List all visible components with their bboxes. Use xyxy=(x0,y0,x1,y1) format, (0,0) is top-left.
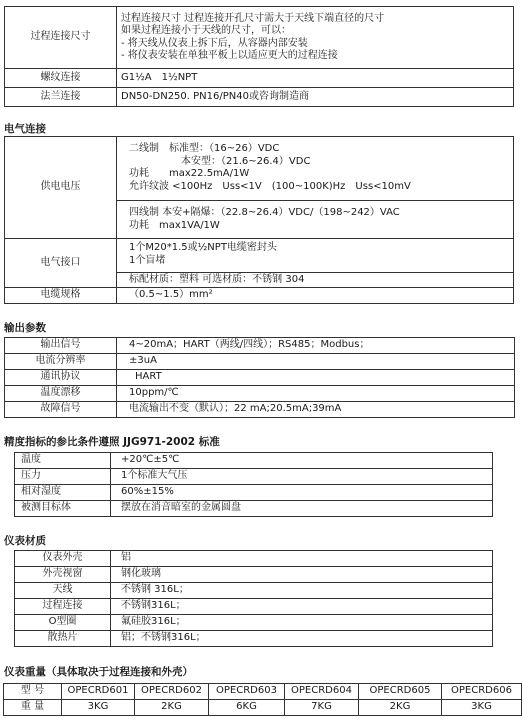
row-value: 不锈钢 316L； xyxy=(111,583,493,599)
row-label: 故障信号 xyxy=(5,402,117,418)
section-heading-electrical: 电气连接 xyxy=(4,123,46,135)
weight-section xyxy=(0,683,522,716)
material-section xyxy=(0,550,493,647)
row-label: 电缆规格 xyxy=(5,288,117,304)
value-line: 二线制 标准型：（16~26）VDC xyxy=(129,143,280,154)
table-row xyxy=(4,684,522,700)
row-label: 电流分辨率 xyxy=(5,354,117,370)
electrical-section xyxy=(0,136,514,304)
row-label: 螺纹连接 xyxy=(5,69,117,88)
row-label: 仪表外壳 xyxy=(15,551,111,567)
table-row xyxy=(5,69,514,88)
row-label: 散热片 xyxy=(15,631,111,647)
value-line: 如果过程连接小于天线的尺寸，可以： xyxy=(121,25,291,36)
value-line: G1½A 1½NPT xyxy=(121,71,198,83)
row-label: 过程连接 xyxy=(15,599,111,615)
table-row xyxy=(5,88,514,107)
interface-material xyxy=(117,272,513,287)
row-label: 被测目标体 xyxy=(15,501,111,517)
table-row xyxy=(5,338,515,354)
value-line: 允许纹波 <100Hz Uss<1V (100~100K)Hz Uss<10mV xyxy=(129,180,411,192)
model-cell: OPECRD605 xyxy=(359,684,442,700)
row-label: 压力 xyxy=(15,469,111,485)
weight-cell: 2KG xyxy=(359,700,442,716)
weight-table xyxy=(3,683,522,716)
row-value: 60%±15% xyxy=(111,485,493,501)
table-row xyxy=(5,370,515,386)
model-cell: OPECRD603 xyxy=(209,684,285,700)
table-row xyxy=(5,354,515,370)
row-label: 温度 xyxy=(15,453,111,469)
row-label: 供电电压 xyxy=(5,137,117,239)
process-connection-section xyxy=(0,6,514,107)
table-row xyxy=(4,700,522,716)
table-row xyxy=(15,469,493,485)
weight-cell: 3KG xyxy=(442,700,522,716)
section-heading-weight: 仪表重量（具体取决于过程连接和外壳） xyxy=(4,666,193,678)
value-line: 功耗 max1VA/1W xyxy=(129,219,220,231)
accuracy-table xyxy=(14,452,493,517)
two-wire-block xyxy=(117,137,513,200)
row-label: 输出信号 xyxy=(5,338,117,354)
row-label: 温度漂移 xyxy=(5,386,117,402)
weight-header: 重 量 xyxy=(4,700,62,716)
section-heading-output: 输出参数 xyxy=(4,322,46,334)
value-line: - 将仪表安装在单独平板上以适应更大的过程连接 xyxy=(121,50,338,61)
model-cell: OPECRD601 xyxy=(62,684,135,700)
row-value xyxy=(117,69,514,88)
table-row xyxy=(5,239,514,288)
row-label: 天线 xyxy=(15,583,111,599)
row-value xyxy=(117,137,514,239)
table-row xyxy=(15,631,493,647)
value-line: （0.5~1.5）mm² xyxy=(129,289,213,301)
value-line: DN50-DN250. PN16/PN40或咨询制造商 xyxy=(121,90,309,102)
row-label: 过程连接尺寸 xyxy=(5,7,117,69)
table-row xyxy=(15,551,493,567)
weight-cell: 6KG xyxy=(209,700,285,716)
value-line: 标配材质：塑料 可选材质：不锈钢 304 xyxy=(129,274,305,285)
process-connection-table xyxy=(4,6,514,107)
row-label: 电气接口 xyxy=(5,239,117,288)
value-line: - 将天线从仪表上拆下后，从容器内部安装 xyxy=(121,37,308,49)
section-heading-accuracy: 精度指标的参比条件遵照 JJG971-2002 标准 xyxy=(4,436,220,448)
row-value: 10ppm/℃ xyxy=(117,386,515,402)
row-value: 4~20mA；HART（两线/四线）；RS485；Modbus； xyxy=(117,338,515,354)
table-row xyxy=(15,599,493,615)
value-line: 四线制 本安+隔爆：（22.8~26.4）VDC/（198~242）VAC xyxy=(129,207,400,218)
value-line: 过程连接尺寸 过程连接开孔尺寸需大于天线下端直径的尺寸 xyxy=(121,12,385,24)
accuracy-section xyxy=(0,452,493,517)
row-value: 氟硅胶316L； xyxy=(111,615,493,631)
value-line: 本安型：（21.6~26.4）VDC xyxy=(181,155,311,167)
electrical-table xyxy=(4,136,514,304)
table-row xyxy=(15,453,493,469)
row-value: 摆放在消音暗室的金属圆盘 xyxy=(111,501,493,517)
output-section xyxy=(0,337,515,418)
model-cell: OPECRD606 xyxy=(442,684,522,700)
value-line: 1个M20*1.5或½NPT电缆密封头 xyxy=(129,242,277,253)
weight-cell: 3KG xyxy=(62,700,135,716)
row-value xyxy=(117,239,514,288)
table-row xyxy=(15,485,493,501)
table-row xyxy=(5,386,515,402)
table-row xyxy=(15,583,493,599)
four-wire-block xyxy=(117,200,513,238)
model-header: 型 号 xyxy=(4,684,62,700)
row-label: 相对湿度 xyxy=(15,485,111,501)
model-cell: OPECRD602 xyxy=(135,684,209,700)
row-value: 铝；不锈钢316L； xyxy=(111,631,493,647)
row-label: 外壳视窗 xyxy=(15,567,111,583)
output-table xyxy=(4,337,515,418)
table-row xyxy=(15,567,493,583)
value-line: 功耗 max22.5mA/1W xyxy=(129,168,250,179)
weight-cell: 2KG xyxy=(135,700,209,716)
model-cell: OPECRD604 xyxy=(285,684,359,700)
row-value xyxy=(117,7,514,69)
table-row xyxy=(5,402,515,418)
row-value: 不锈钢316L； xyxy=(111,599,493,615)
interface-lines xyxy=(117,239,513,272)
row-value: 钢化玻璃 xyxy=(111,567,493,583)
row-value: 铝 xyxy=(111,551,493,567)
row-value xyxy=(117,288,514,304)
row-value: 1个标准大气压 xyxy=(111,469,493,485)
weight-cell: 7KG xyxy=(285,700,359,716)
row-value: 电流输出不变（默认）；22 mA;20.5mA;39mA xyxy=(117,402,515,418)
table-row xyxy=(15,501,493,517)
value-line: 1个盲堵 xyxy=(129,254,166,266)
row-label: 通讯协议 xyxy=(5,370,117,386)
row-value: HART xyxy=(117,370,515,386)
table-row xyxy=(5,137,514,239)
table-row xyxy=(5,7,514,69)
row-value: ±3uA xyxy=(117,354,515,370)
row-value: +20℃±5℃ xyxy=(111,453,493,469)
table-row xyxy=(5,288,514,304)
section-heading-material: 仪表材质 xyxy=(4,535,46,547)
material-table xyxy=(14,550,493,647)
row-value xyxy=(117,88,514,107)
row-label: 法兰连接 xyxy=(5,88,117,107)
row-label: O型圈 xyxy=(15,615,111,631)
table-row xyxy=(15,615,493,631)
